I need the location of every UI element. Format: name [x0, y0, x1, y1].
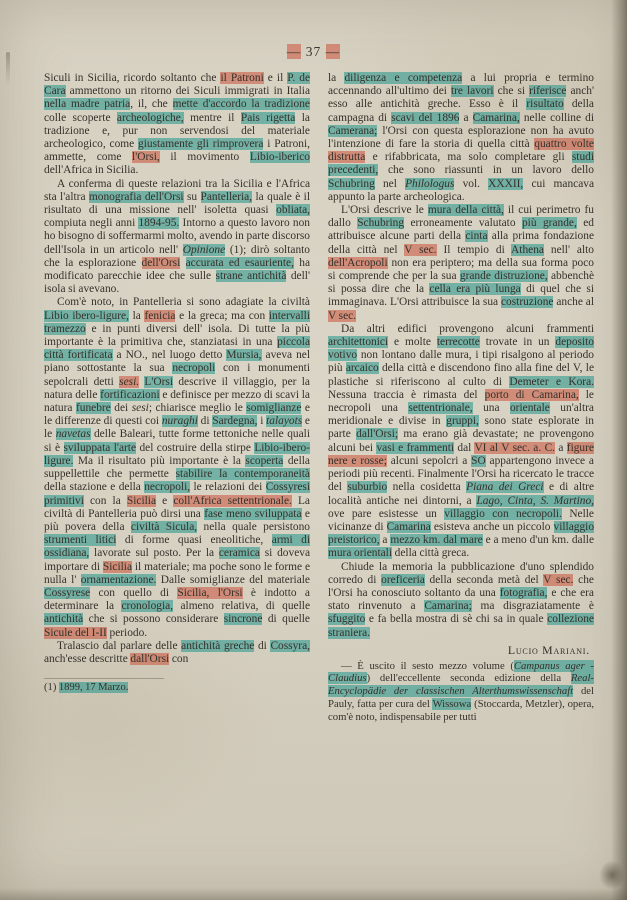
ocr-highlight-teal: villaggio preistorico,: [328, 520, 595, 547]
ocr-highlight-teal: talayots: [266, 415, 303, 428]
ocr-highlight-teal: Libio ibero-ligure,: [44, 309, 129, 322]
author-signature: Lucio Mariani.: [507, 642, 590, 657]
ocr-highlight-teal: studi precedenti,: [328, 151, 594, 177]
ocr-highlight-red: V sec.: [404, 243, 437, 256]
ocr-highlight-teal: accurata ed esauriente,: [185, 256, 294, 269]
ocr-highlight-teal: archeologiche,: [116, 111, 184, 124]
ocr-highlight-teal: Libio-iberico: [249, 151, 310, 164]
ocr-highlight-teal: riferisce: [529, 85, 567, 98]
ocr-highlight-teal: cinta: [465, 230, 488, 243]
ocr-highlight-teal: Schubring: [328, 177, 375, 190]
ocr-highlight-teal: Demeter e Kora.: [509, 375, 594, 388]
right-column-review-note: [328, 660, 594, 724]
ocr-highlight-red: porto di Camarina,: [484, 388, 579, 401]
ocr-highlight-teal: nella madre patria: [44, 98, 131, 111]
ocr-highlight-teal: ornamentazione.: [80, 573, 157, 586]
italic-text: [476, 495, 594, 507]
ocr-highlight-teal: cella era più lunga: [429, 283, 521, 296]
ocr-highlight-teal: costruzione: [500, 296, 554, 309]
ocr-highlight-red: —: [286, 44, 302, 59]
right-column-text: [328, 72, 594, 640]
ocr-highlight-red: figure nere e rosse;: [328, 441, 594, 467]
ocr-highlight-red: il Patroni: [220, 72, 264, 84]
ocr-highlight-teal: piccola città fortificata: [44, 336, 310, 362]
ocr-highlight-teal: intervalli tramezzo: [44, 309, 310, 335]
text-columns: [44, 72, 594, 723]
ocr-highlight-teal: 1899, 17 Marzo.: [58, 682, 129, 694]
page-edge-shadow-right: [611, 0, 627, 900]
ocr-highlight-teal: Pais rigetta: [240, 111, 296, 124]
ocr-highlight-teal: Camarina,: [472, 111, 520, 124]
ocr-highlight-teal: dall'Orsi;: [356, 428, 399, 441]
ocr-highlight-red: fenicia: [144, 309, 176, 322]
ocr-highlight-teal: oreficeria: [381, 573, 425, 586]
ocr-highlight-teal: cronologia,: [121, 600, 174, 613]
ocr-highlight-red: —: [325, 44, 341, 59]
ocr-highlight-teal: deposito votivo: [328, 336, 594, 362]
footnote: (1) 1899, 17 Marzo.: [44, 678, 164, 695]
paragraph: Da altri edifici provengono alcuni frammenti architettonici e molte terrecotte trovate in un deposito votivo non lontano dalle mura, i tipi risalgono al periodo più arcaico della città e discendono fino alla fine del V, le plastiche si riferiscono al culto di Demeter e Kora. Nessuna traccia è rimasta del porto di Camarina, le necropoli una settentrionale, una orientale un'altra meridionale e divise in gruppi, sono state esplorate in parte dall'Orsi; ma erano già devastate; ne provengono alcuni bei vasi e frammenti dal VI al V sec. a. C. a figure nere e rosse; alcuni sepolcri a SO appartengono invece a periodi più recenti. Finalmente l'Orsi ha ricercato le tracce del suburbio nella cosidetta Piana dei Greci e di altre località antiche nei dintorni, a Lago, Cinta, S. Martino, ove pare esistesse un villaggio con necropoli. Nelle vicinanze di Camarina esisteva anche un piccolo villaggio preistorico, a mezzo km. dal mare e a meno d'un km. dalle mura orientali della città greca.: [328, 322, 595, 560]
ocr-highlight-teal: collezione straniera.: [328, 613, 594, 639]
ocr-highlight-teal: L'Orsi: [144, 375, 174, 388]
italic-text: sesi: [131, 402, 149, 415]
ocr-highlight-teal: Opinione: [182, 243, 226, 256]
ocr-highlight-teal: risultato: [526, 98, 564, 111]
ocr-highlight-teal: navetas: [55, 428, 91, 441]
ocr-highlight-teal: architettonici: [328, 336, 389, 349]
ocr-highlight-teal: orientale: [509, 402, 550, 415]
ocr-highlight-teal: arcaico: [345, 362, 379, 375]
italic-text: [328, 660, 594, 685]
ocr-highlight-teal: scoperta: [245, 454, 284, 467]
ocr-highlight-red: Sicilia: [102, 560, 133, 573]
ocr-highlight-red: dell'Orsi: [141, 256, 181, 269]
paragraph: — È uscito il sesto mezzo volume (Campanus ager - Claudius) dell'eccellente seconda edizione della Real-Encyclopädie der classischen Alterthumswissenschaft del Pauly, fatta per cura del Wissowa (Stoccarda, Metzler), opera, com'è noto, indispensabile per tutti: [328, 659, 595, 723]
ocr-highlight-teal: mette d'accordo la tradizione: [172, 98, 310, 111]
ocr-highlight-teal: Philologus: [405, 177, 455, 190]
page-edge-shadow-bottom: [0, 888, 627, 900]
ocr-highlight-teal: Cossyresi primitivi: [44, 481, 310, 507]
italic-text: [162, 415, 198, 427]
ocr-highlight-teal: Wissowa: [432, 697, 472, 710]
ocr-highlight-teal: strane antichità: [215, 270, 287, 283]
ocr-highlight-teal: suburbio: [347, 481, 388, 494]
ocr-highlight-teal: Libio-ibero-ligure.: [44, 441, 310, 467]
ocr-highlight-teal: P. de Cara: [44, 72, 310, 98]
italic-text: [466, 481, 543, 493]
ocr-highlight-teal: mura della città,: [427, 204, 504, 217]
italic-text: [56, 428, 91, 440]
ocr-highlight-teal: Mursia,: [226, 349, 262, 362]
ocr-highlight-teal: sfuggito: [328, 613, 366, 626]
page-number: — 37 —: [286, 44, 341, 59]
italic-text: [328, 672, 594, 697]
ocr-highlight-teal: vasi e frammenti: [376, 441, 455, 454]
ocr-highlight-teal: Piana dei Greci: [466, 481, 544, 494]
ocr-highlight-teal: tre lavori: [450, 85, 494, 98]
ocr-highlight-teal: Cossyrese: [44, 586, 91, 599]
ocr-highlight-teal: nuraghi: [161, 415, 198, 428]
paragraph: la diligenza e competenza a lui propria e termino accennando all'ultimo dei tre lavori che si riferisce anch' esso alle antichità greche. Esso è il risultato della campagna di scavi del 1896 a Camarina, nelle colline di Camerana; l'Orsi con questa esplorazione non ha avuto l'intenzione di fare la storia di quella città quattro volte distrutta e rifabbricata, ma solo completare gli studi precedenti, che sono riassunti in un lavoro dello Schubring nel Philologus vol. XXXII, cui mancava appunto la parte archeologica.: [328, 72, 595, 203]
ocr-highlight-red: coll'Africa settentrionale.: [173, 494, 292, 507]
ocr-highlight-teal: Schubring: [357, 217, 405, 230]
ocr-highlight-teal: Athena: [511, 243, 544, 256]
italic-text: [266, 415, 302, 427]
ocr-highlight-teal: somiglianze: [246, 402, 302, 415]
ocr-highlight-teal: sviluppata l'arte: [63, 441, 137, 454]
ocr-highlight-teal: SO: [471, 454, 486, 467]
ocr-highlight-red: Sicule del I-II: [44, 626, 107, 639]
paragraph: Tralascio dal parlare delle antichità greche di Cossyra, anch'esse descritte dall'Orsi con: [44, 639, 311, 665]
ocr-highlight-teal: 1894-95.: [138, 217, 180, 230]
ocr-highlight-teal: mezzo km. dal mare: [390, 534, 483, 547]
ocr-highlight-red: l'Orsi,: [132, 151, 160, 164]
ocr-highlight-red: quattro volte distrutta: [328, 138, 594, 164]
ocr-highlight-teal: Pantelleria,: [200, 190, 253, 203]
ocr-highlight-teal: fotografia,: [499, 586, 548, 599]
ocr-highlight-teal: funebre: [75, 402, 111, 415]
paragraph: Chiude la memoria la pubblicazione d'uno splendido corredo di oreficeria della seconda metà del V sec. che l'Orsi ha conosciuto soltanto da una fotografia, e che era stato rinvenuto a Camarina; ma disgraziatamente è sfuggito e fa bella mostra di sè chi sa in quale collezione straniera.: [328, 560, 594, 639]
ocr-highlight-teal: gruppi,: [446, 415, 479, 428]
ocr-highlight-teal: antichità: [44, 613, 84, 626]
left-column: [44, 72, 310, 723]
ocr-highlight-teal: strumenti litici: [44, 534, 117, 547]
ocr-highlight-teal: Sardegna,: [212, 415, 258, 428]
ocr-highlight-teal: terrecotte: [436, 336, 480, 349]
ocr-highlight-teal: Cossyra,: [270, 639, 311, 652]
ocr-highlight-red: Sicilia, l'Orsi: [177, 586, 243, 599]
ocr-highlight-teal: fortificazioni: [100, 388, 160, 401]
ocr-highlight-teal: scavi del 1896: [391, 111, 460, 124]
ocr-highlight-teal: mura orientali: [328, 547, 393, 560]
ocr-highlight-teal: antichità greche: [181, 639, 255, 652]
ocr-highlight-red: V sec.: [328, 309, 357, 322]
ocr-highlight-teal: ceramica: [218, 547, 260, 560]
ocr-highlight-teal: grande distruzione,: [459, 270, 548, 283]
ocr-highlight-teal: diligenza e competenza: [344, 72, 463, 84]
paragraph: A conferma di queste relazioni tra la Sicilia e l'Africa sta l'altra monografia dell'Orsi su Pantelleria, la quale è il risultato di una missione nell' isoletta quasi obliata, compiuta negli anni 1894-95. Intorno a questo lavoro non ho bisogno di soffermarmi molto, avendo in parte discorso dell'Isola in un articolo nell' Opinione (1); dirò soltanto che la esplorazione dell'Orsi accurata ed esauriente, ha modificato parecchie idee che sulle strane antichità dell' isola si avevano.: [44, 177, 311, 296]
ocr-highlight-teal: giustamente gli rimprovera: [138, 138, 264, 151]
right-column: [328, 72, 594, 723]
paragraph: Com'è noto, in Pantelleria si sono adagiate la civiltà Libio ibero-ligure, la fenicia e la greca; ma con intervalli tramezzo e in punti diversi dell' isola. Di tutte la più importante è la primitiva che, stanziatasi in una piccola città fortificata a NO., nel luogo detto Mursia, aveva nel piano sottostante la sua necropoli con i monumenti sepolcrali detti sesi. L'Orsi descrive il villaggio, per la natura delle fortificazioni e definisce per mezzo di scavi la natura funebre dei sesi; chiarisce meglio le somiglianze e le differenze di questi coi nuraghi di Sardegna, i talayots e le navetas delle Baleari, tutte forme tettoniche nelle quali si è sviluppata l'arte del costruire della stirpe Libio-ibero-ligure. Ma il risultato più importante è la scoperta della suppellettile che permette stabilire la contemporaneità della stazione e della necropoli, le relazioni dei Cossyresi primitivi con la Sicilia e coll'Africa settentrionale. La civiltà di Pantelleria può dirsi una fase meno sviluppata e più povera della civiltà Sicula, nella quale persistono strumenti litici di forme quasi eneolitiche, armi di ossidiana, lavorate sul posto. Per la ceramica si doveva importare di Sicilia il materiale; ma poche sono le forme e nulla l' ornamentazione. Dalle somiglianze del materiale Cossyrese con quello di Sicilia, l'Orsi è indotto a determinare la cronologia, almeno relativa, di quelle antichità che si possono considerare sincrone di quelle Sicule del I-II periodo.: [44, 296, 311, 639]
ocr-highlight-teal: Camarina;: [424, 600, 472, 613]
left-column-text: [44, 72, 310, 666]
ocr-highlight-red: V sec.: [543, 573, 574, 586]
ocr-highlight-teal: necropoli: [172, 362, 216, 375]
ocr-highlight-teal: Real-Encyclopädie der classischen Alterthumswissenschaft: [328, 672, 594, 698]
ocr-highlight-teal: più grande,: [521, 217, 577, 230]
ocr-highlight-teal: civiltà Sicula,: [130, 520, 198, 533]
italic-text: [183, 244, 225, 256]
ocr-highlight-teal: stabilire la contemporaneità: [175, 468, 310, 481]
ocr-highlight-red: Sicilia: [126, 494, 157, 507]
ocr-highlight-teal: Lago, Cinta, S. Martino,: [476, 494, 594, 507]
italic-text: [405, 178, 454, 190]
ocr-highlight-teal: armi di ossidiana,: [44, 534, 311, 560]
ocr-highlight-red: sesi.: [119, 375, 140, 388]
italic-text: [119, 376, 139, 388]
paragraph: Siculi in Sicilia, ricordo soltanto che il Patroni e il P. de Cara ammettono un ritorno dei Siculi immigrati in Italia nella madre patria, il, che mette d'accordo la tradizione colle scoperte archeologiche, mentre il Pais rigetta la tradizione e, pur non servendosi del materiale archeologico, come giustamente gli rimprovera i Patroni, ammette, come l'Orsi, il movimento Libio-iberico dell'Africa in Sicilia.: [44, 72, 310, 177]
corner-ink-blot: [599, 860, 625, 890]
ocr-highlight-teal: fase meno sviluppata: [204, 507, 302, 520]
ocr-highlight-teal: XXXII,: [488, 177, 524, 190]
ocr-highlight-teal: villaggio con necropoli.: [444, 507, 562, 520]
ocr-highlight-teal: obliata,: [276, 204, 310, 217]
ocr-highlight-teal: settentrionale,: [408, 402, 473, 415]
ocr-highlight-red: dall'Orsi: [130, 652, 170, 665]
ocr-highlight-teal: Camarina: [386, 520, 431, 533]
ocr-highlight-red: dell'Acropoli: [328, 256, 388, 269]
paragraph: L'Orsi descrive le mura della città, il cui perimetro fu dallo Schubring erroneamente valutato più grande, ed attribuisce alcune parti della cinta alla prima fondazione della città nel V sec. Il tempio di Athena nell' alto dell'Acropoli non era periptero; ma della sua forma poco si comprende che per la sua grande distruzione, abbenchè si possa dire che la cella era più lunga di quel che si immaginava. L'Orsi attribuisce la sua costruzione anche al V sec.: [328, 204, 594, 322]
ocr-highlight-teal: Camerana;: [328, 124, 378, 137]
ocr-highlight-red: VI al V sec. a. C.: [474, 441, 556, 454]
ocr-highlight-teal: monografia dell'Orsi: [88, 190, 184, 203]
ocr-highlight-teal: necropoli,: [144, 481, 191, 494]
ocr-highlight-teal: Campanus ager - Claudius: [328, 659, 594, 685]
ocr-highlight-teal: sincrone: [223, 613, 263, 626]
